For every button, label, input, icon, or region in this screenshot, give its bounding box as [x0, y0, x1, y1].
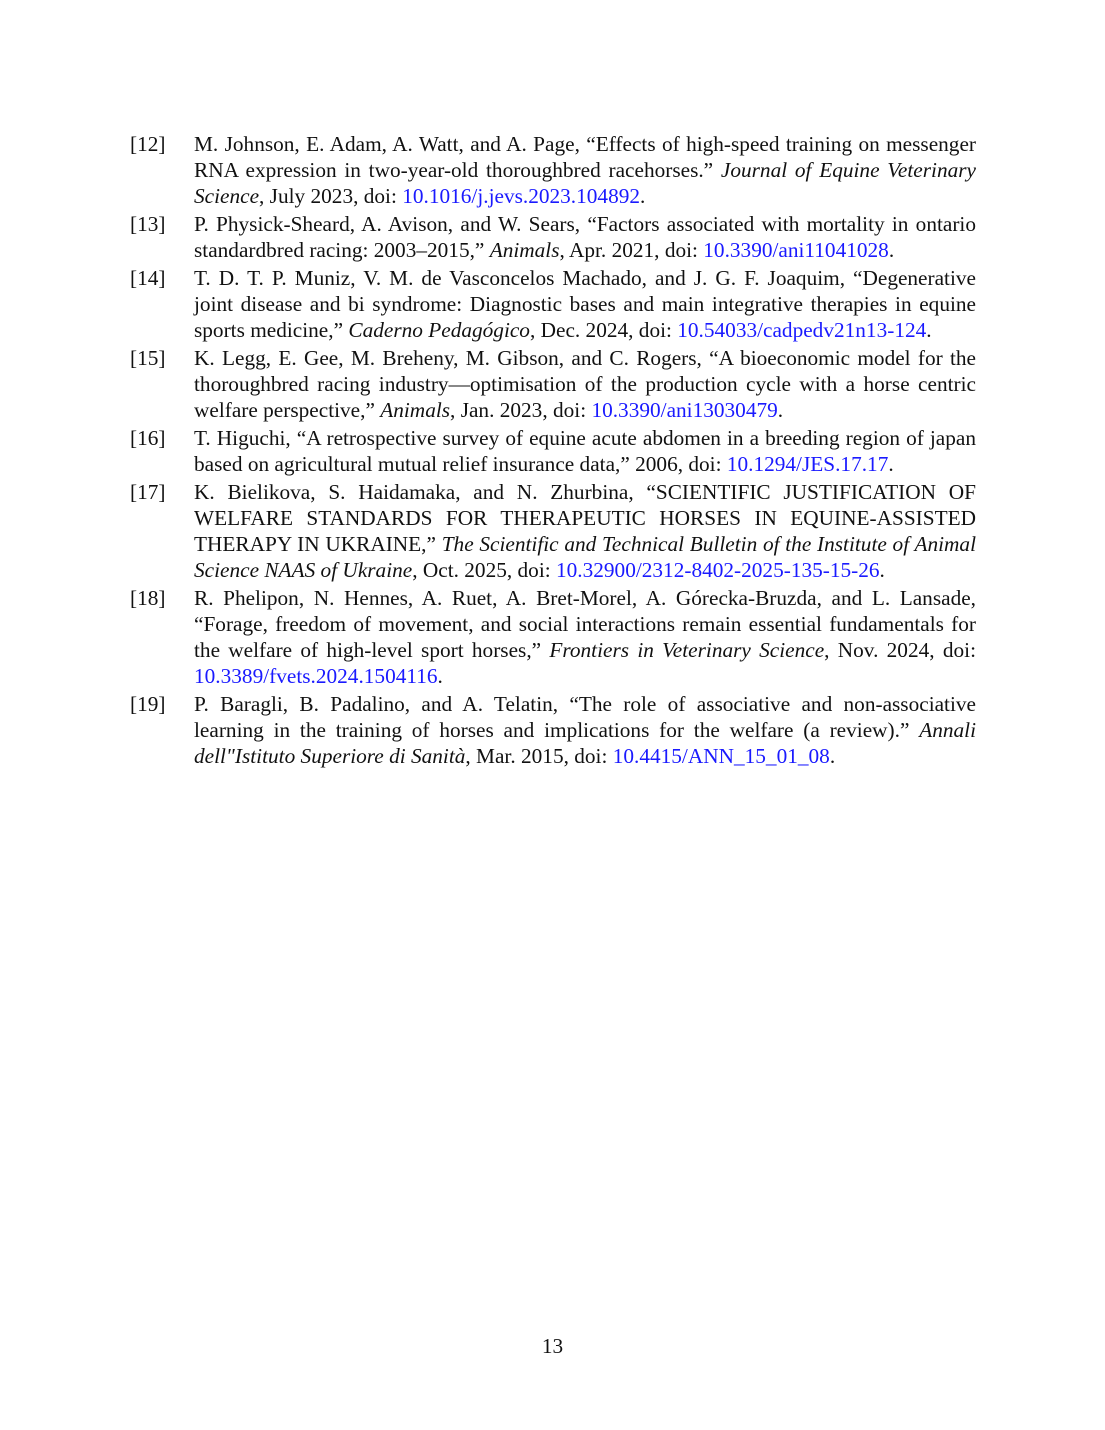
reference-venue: The Scientific and Technical Bulletin of the Institute of Animal Science NAAS of Ukraine [194, 532, 976, 582]
reference-item [130, 585, 976, 689]
reference-text [194, 345, 976, 423]
reference-item [130, 345, 976, 423]
reference-item [130, 131, 976, 209]
reference-date: , July 2023, doi: [259, 184, 403, 208]
reference-date: , Apr. 2021, doi: [559, 238, 704, 262]
reference-list [130, 131, 976, 771]
reference-text [194, 265, 976, 343]
reference-authors-title: T. D. T. P. Muniz, V. M. de Vasconcelos Machado, and J. G. F. Joaquim, “Degenerative joint disease and bi syndrome: Diagnostic bases and main integrative therapies in equine sports medicine,” [194, 266, 976, 342]
reference-end: . [888, 238, 895, 262]
reference-end: . [640, 184, 646, 208]
reference-item [130, 479, 976, 583]
page-number: 13 [541, 1334, 564, 1358]
reference-venue: Journal of Equine Veterinary Science [194, 158, 976, 208]
reference-end: . [437, 664, 443, 688]
reference-date: , Oct. 2025, doi: [412, 558, 556, 582]
reference-authors-title: K. Bielikova, S. Haidamaka, and N. Zhurbina, “SCIENTIFIC JUSTIFICATION OF WELFARE STANDARDS FOR THERAPEUTIC HORSES IN EQUINE-ASSISTED THERAPY IN UKRAINE,” [194, 480, 976, 556]
doi-link[interactable]: 10.1294/JES.17.17 [726, 452, 889, 476]
reference-item [130, 211, 976, 263]
reference-date: , Jan. 2023, doi: [450, 398, 592, 422]
doi-link[interactable]: 10.4415/ANN_15_01_08 [612, 744, 830, 768]
reference-number: [16] [130, 426, 166, 450]
reference-number: [17] [130, 480, 166, 504]
reference-number: [12] [130, 132, 166, 156]
reference-end: . [777, 398, 784, 422]
reference-text [194, 211, 976, 263]
doi-link[interactable]: 10.3390/ani13030479 [591, 398, 778, 422]
reference-item [130, 425, 976, 477]
reference-number: [14] [130, 266, 166, 290]
doi-link[interactable]: 10.1016/j.jevs.2023.104892 [402, 184, 641, 208]
reference-end: . [926, 318, 932, 342]
reference-authors-title: P. Physick-Sheard, A. Avison, and W. Sears, “Factors associated with mortality in ontario standardbred racing: 2003–2015,” [194, 212, 976, 262]
reference-authors-title: T. Higuchi, “A retrospective survey of equine acute abdomen in a breeding region of japan based on agricultural mutual relief insurance data,” 2006, doi: [194, 426, 976, 476]
reference-date: , Mar. 2015, doi: [465, 744, 613, 768]
reference-text [194, 585, 976, 689]
reference-number: [19] [130, 692, 166, 716]
reference-text [194, 131, 976, 209]
reference-end: . [888, 452, 894, 476]
reference-venue: Animals [380, 398, 451, 422]
doi-link[interactable]: 10.54033/cadpedv21n13-124 [677, 318, 927, 342]
reference-date: , Nov. 2024, doi: [824, 638, 976, 662]
reference-authors-title: P. Baragli, B. Padalino, and A. Telatin, “The role of associative and non-associative learning in the training of horses and implications for the welfare (a review).” [194, 692, 976, 742]
reference-item [130, 265, 976, 343]
reference-venue: Animals [489, 238, 560, 262]
reference-authors-title: K. Legg, E. Gee, M. Breheny, M. Gibson, and C. Rogers, “A bioeconomic model for the thoroughbred racing industry—optimisation of the production cycle with a horse centric welfare perspective,” [194, 346, 976, 422]
reference-number: [18] [130, 586, 166, 610]
reference-text [194, 479, 976, 583]
reference-venue: Caderno Pedagógico [348, 318, 530, 342]
reference-item [130, 691, 976, 769]
reference-text [194, 691, 976, 769]
doi-link[interactable]: 10.3390/ani11041028 [703, 238, 889, 262]
reference-date: , Dec. 2024, doi: [529, 318, 678, 342]
reference-end: . [879, 558, 885, 582]
reference-authors-title: R. Phelipon, N. Hennes, A. Ruet, A. Bret-Morel, A. Górecka-Bruzda, and L. Lansade, “Forage, freedom of movement, and social interactions remain essential fundamentals for the welfare of high-level sport horses,” [194, 586, 976, 662]
doi-link[interactable]: 10.32900/2312-8402-2025-135-15-26 [555, 558, 880, 582]
reference-text [194, 425, 976, 477]
reference-end: . [829, 744, 836, 768]
reference-venue: Frontiers in Veterinary Science [549, 638, 825, 662]
doi-link[interactable]: 10.3389/fvets.2024.1504116 [194, 664, 438, 688]
reference-venue: Annali dell"Istituto Superiore di Sanità [194, 718, 976, 768]
reference-number: [13] [130, 212, 166, 236]
reference-authors-title: M. Johnson, E. Adam, A. Watt, and A. Page, “Effects of high-speed training on messenger RNA expression in two-year-old thoroughbred racehorses.” [194, 132, 976, 182]
reference-number: [15] [130, 346, 166, 370]
